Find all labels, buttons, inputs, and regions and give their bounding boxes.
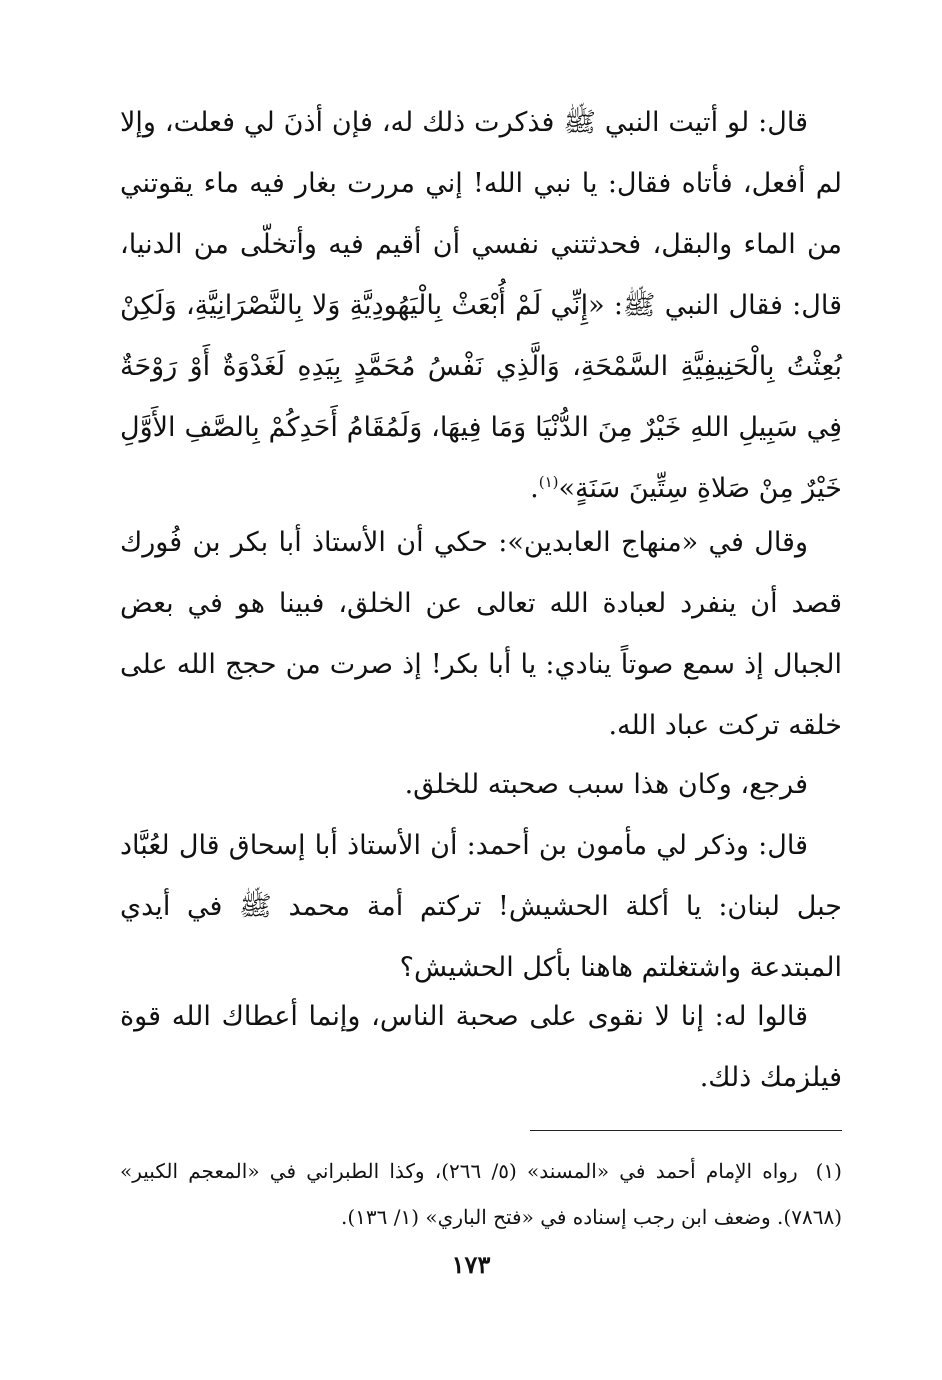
paragraph-return (120, 754, 842, 815)
paragraph-ibn-furak (120, 512, 842, 756)
paragraph-reply (120, 986, 842, 1108)
paragraph-text: وقال في «منهاج العابدين»: حكي أن الأستاذ أبا بكر بن فُورك قصد أن ينفرد لعبادة الله تعالى عن الخلق، فبينا هو في بعض الجبال إذ سمع صوتاً ينادي: يا أبا بكر! إذ صرت من حجج الله على خلقه تركت عباد الله. (120, 527, 842, 741)
footnote-reference: (١) (538, 473, 559, 491)
footnote (120, 1148, 842, 1240)
paragraph-lebanon (120, 815, 842, 998)
paragraph-hadith (120, 92, 842, 519)
paragraph-text: فرجع، وكان هذا سبب صحبته للخلق. (404, 769, 808, 800)
paragraph-text: قال: لو أتيت النبي ﷺ فذكرت ذلك له، فإن أذنَ لي فعلت، وإلا لم أفعل، فأتاه فقال: يا نبي الله! إني مررت بغار فيه ماء يقوتني من الماء والبقل، فحدثتني نفسي أن أقيم فيه وأتخلّى من الدنيا، قال: فقال النبي ﷺ: «إِنِّي لَمْ أُبْعَثْ بِالْيَهُودِيَّةِ وَلا بِالنَّصْرَانِيَّةِ، وَلَكِنْ بُعِثْتُ بِالْحَنِيفِيَّةِ السَّمْحَةِ، وَالَّذِي نَفْسُ مُحَمَّدٍ بِيَدِهِ لَغَدْوَةٌ أَوْ رَوْحَةٌ فِي سَبِيلِ اللهِ خَيْرٌ مِنَ الدُّنْيَا وَمَا فِيهَا، وَلَمُقَامُ أَحَدِكُمْ بِالصَّفِ الأَوَّلِ خَيْرٌ مِنْ صَلاةِ سِتِّينَ سَنَةٍ» (120, 107, 842, 504)
paragraph-end-punctuation: . (530, 473, 539, 504)
paragraph-text: قال: وذكر لي مأمون بن أحمد: أن الأستاذ أبا إسحاق قال لعُبَّاد جبل لبنان: يا أكلة الحشيش! تركتم أمة محمد ﷺ في أيدي المبتدعة واشتغلتم هاهنا بأكل الحشيش؟ (120, 830, 842, 983)
page-number: ١٧٣ (451, 1250, 491, 1279)
footnote-divider (530, 1130, 842, 1131)
paragraph-text: قالوا له: إنا لا نقوى على صحبة الناس، وإنما أعطاك الله قوة فيلزمك ذلك. (120, 1001, 842, 1093)
footnote-text: رواه الإمام أحمد في «المسند» (٥/ ٢٦٦)، وكذا الطبراني في «المعجم الكبير» (٧٨٦٨). وضعف ابن رجب إسناده في «فتح الباري» (١/ ١٣٦). (120, 1159, 842, 1229)
footnote-marker: (١) (815, 1159, 842, 1183)
